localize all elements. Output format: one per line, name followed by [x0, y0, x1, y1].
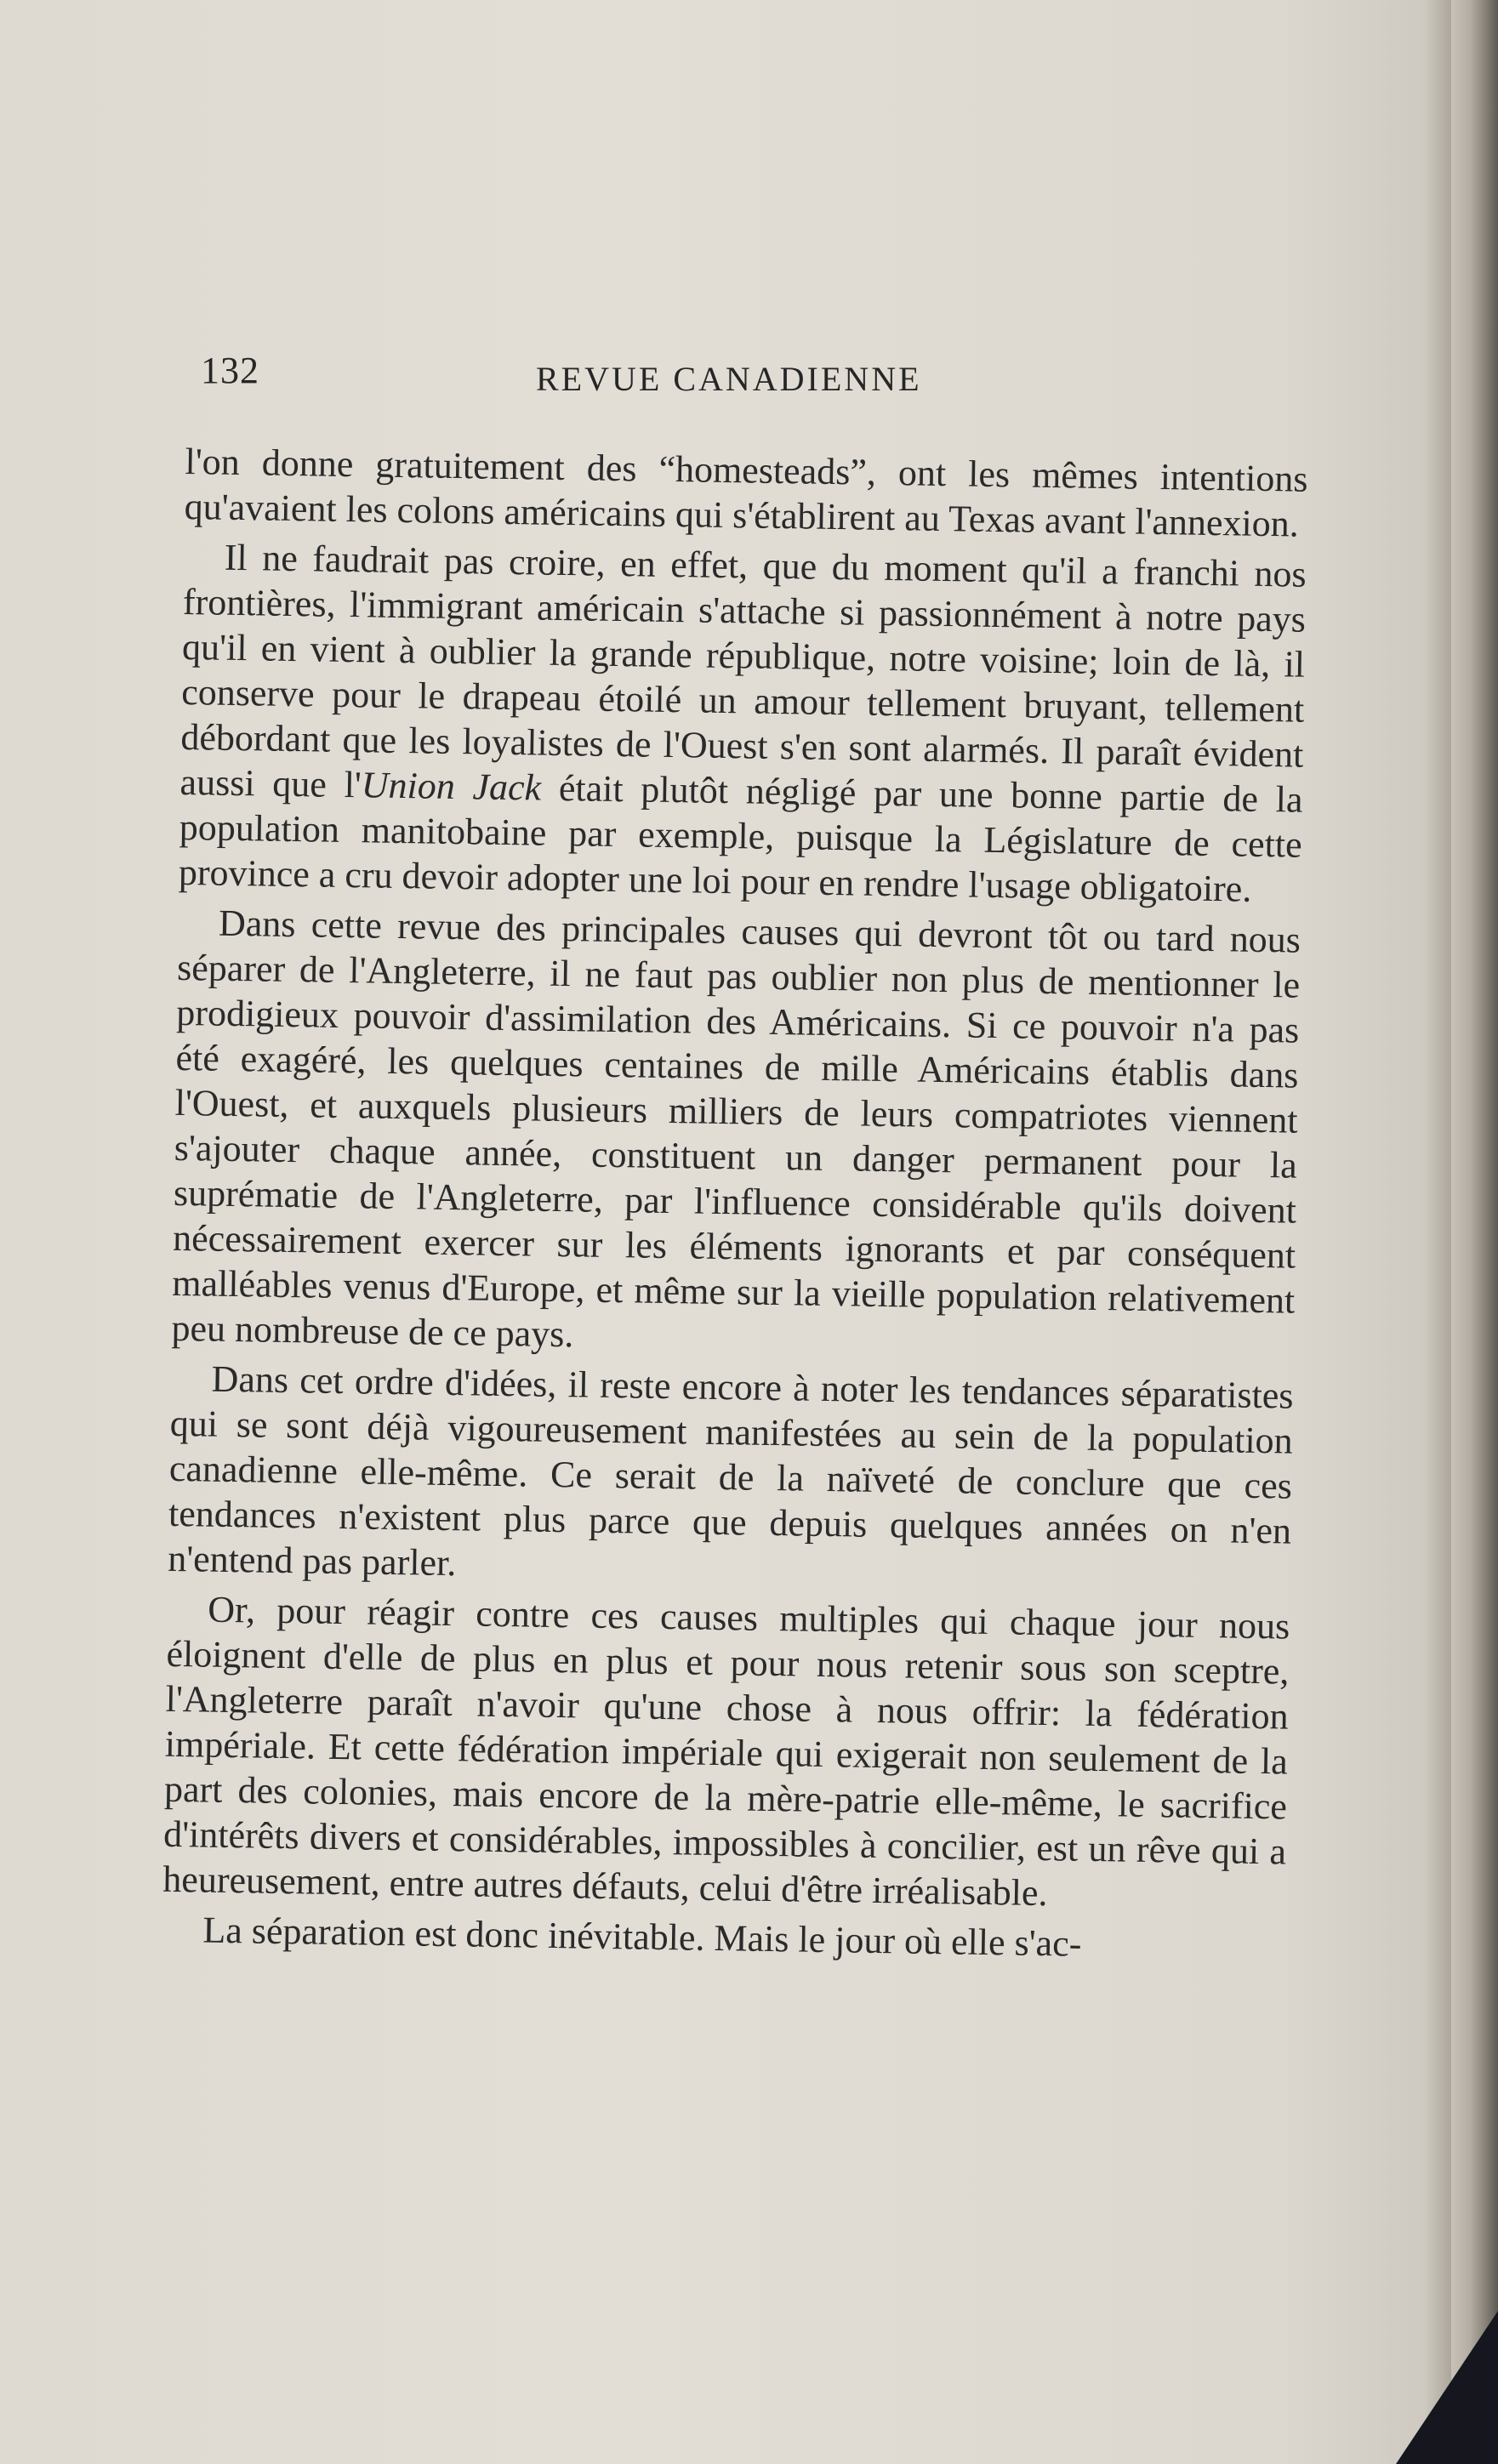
paragraph-2-italic: Union Jack: [361, 764, 542, 809]
paragraph-3: Dans cette revue des principales causes qui devront tôt ou tard nous séparer de l'Angleterre, il ne faut pas oublier non plus de mentionner le prodigieux pouvoir d'assimilation des Américains. Si ce pouvoir n'a pas été exagéré, les quelques centaines de mille Américains établis dans l'Ouest, et auxquels plusieurs milliers de leurs compatriotes viennent s'ajouter chaque année, constituent un danger permanent pour la suprématie de l'Angleterre, par l'influence considérable qu'ils doivent nécessairement exercer sur les éléments ignorants et par conséquent malléables venus d'Europe, et même sur la vieille population relativement peu nombreuse de ce pays.: [171, 902, 1301, 1356]
paragraph-5: Or, pour réagir contre ces causes multiples qui chaque jour nous éloignent d'elle de plus en plus et pour nous retenir sous son sceptre, l'Angleterre paraît n'avoir qu'une chose à nous offrir: la fédération impériale. Et cette fédération impériale qui exigerait non seulement de la part des colonies, mais encore de la mère-patrie elle-même, le sacrifice d'intérêts divers et considérables, impossibles à concilier, est un rêve qui a heureusement, entre autres défauts, celui d'être irréalisable.: [162, 1588, 1290, 1915]
page-number: 132: [201, 350, 259, 391]
paragraph-2: [179, 534, 1307, 913]
paragraph-1: l'on donne gratuitement des “homesteads”, ont les mêmes intentions qu'avaient les colons américains qui s'établirent au Texas avant l'annexion.: [184, 440, 1308, 545]
running-title: REVUE CANADIENNE: [536, 360, 922, 398]
page-gutter-shadow: [1426, 0, 1451, 2464]
paragraph-2-after: était plutôt négligé par une bonne partie de la population manitobaine par exemple, puisque la Législature de cette province a cru devoir adopter une loi pour en rendre l'usage obligatoire.: [178, 766, 1303, 910]
paragraph-6: La séparation est donc inévitable. Mais le jour où elle s'ac-: [202, 1909, 1082, 1965]
page-header: [201, 349, 1324, 408]
page-edge: [1451, 0, 1498, 2464]
paragraph-2-before: Il ne faudrait pas croire, en effet, que du moment qu'il a franchi nos frontières, l'immigrant américain s'attache si passionnément à notre pays qu'il en vient à oublier la grande république, notre voisine; loin de là, il conserve pour le drapeau étoilé un amour tellement bruyant, tellement débordant que les loyalistes de l'Ouest s'en sont alarmés. Il paraît évident aussi que l': [179, 536, 1307, 806]
body-text: [162, 439, 1308, 1975]
paragraph-4: Dans cet ordre d'idées, il reste encore à noter les tendances séparatistes qui se sont déjà vigoureusement manifestées au sein de la population canadienne elle-même. Ce serait de la naïveté de conclure que ces tendances n'existent plus parce que depuis quelques années on n'en n'entend pas parler.: [167, 1357, 1294, 1585]
background-corner: [1396, 2311, 1498, 2464]
